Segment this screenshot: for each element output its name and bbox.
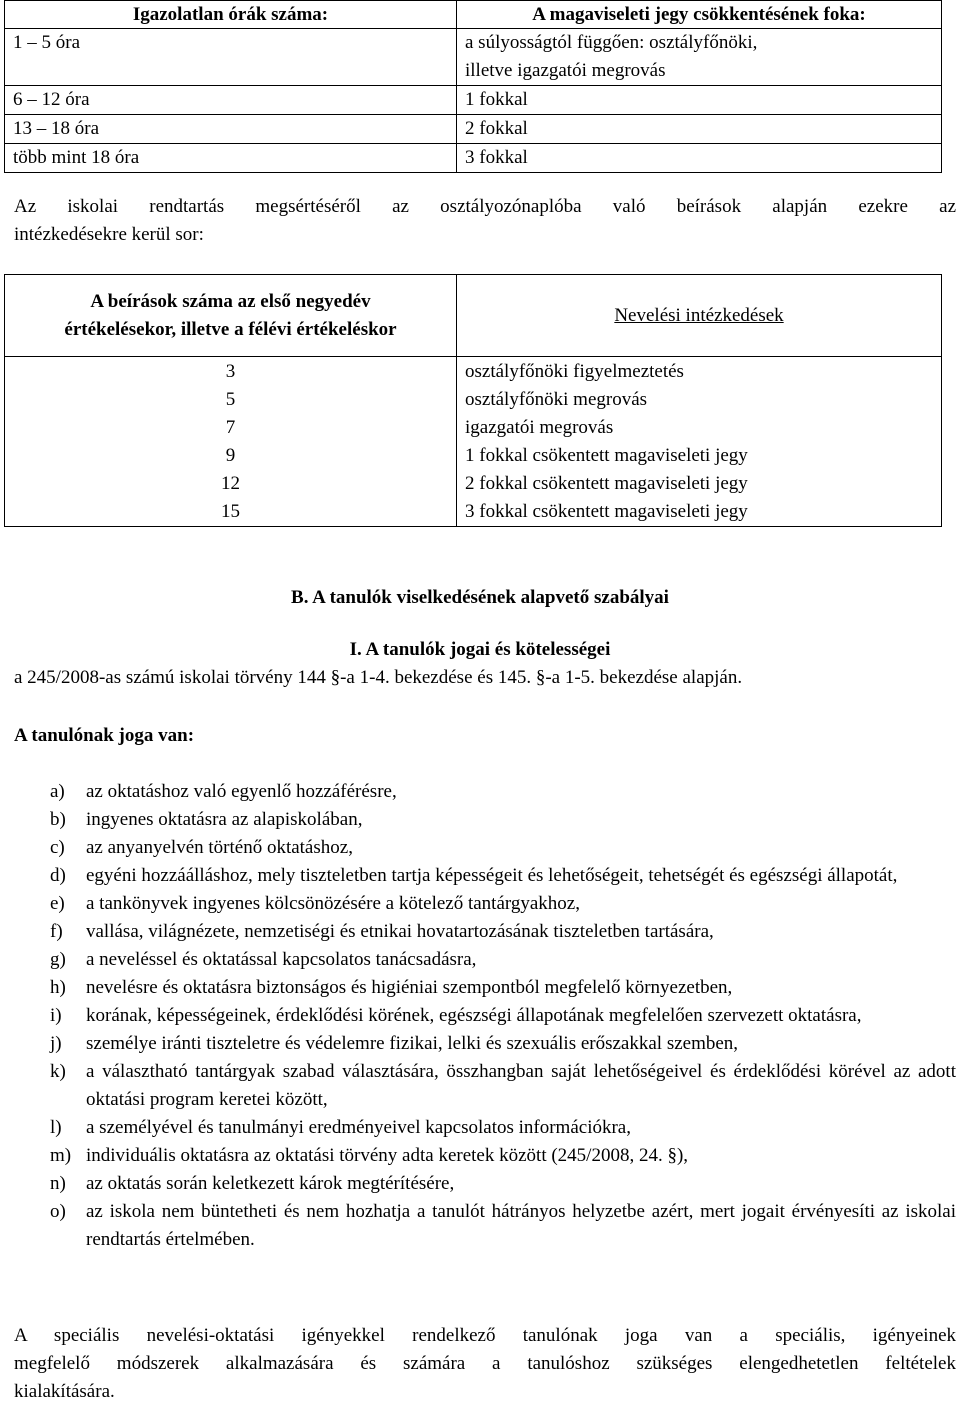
list-marker: d) (50, 865, 66, 886)
hours-cell: 6 – 12 óra (5, 86, 457, 115)
list-item-text: a neveléssel és oktatással kapcsolatos tanácsadásra, (86, 949, 477, 970)
list-item (14, 1002, 956, 1030)
hours-cell: több mint 18 óra (5, 144, 457, 173)
entry-count-cell: 5 (5, 386, 457, 414)
section-b-heading: B. A tanulók viselkedésének alapvető szabályai (291, 587, 669, 608)
section-i-heading: I. A tanulók jogai és kötelességei (349, 639, 611, 660)
disciplinary-measures-table (4, 274, 942, 527)
column-header-hours: Igazolatlan órák száma: (5, 1, 457, 29)
list-marker: n) (50, 1173, 66, 1194)
list-item (14, 806, 956, 834)
closing-paragraph (14, 1322, 956, 1406)
table-row (5, 144, 942, 173)
list-item (14, 1114, 956, 1142)
list-marker: o) (50, 1201, 66, 1222)
rights-list (14, 778, 956, 1254)
entry-count-cell: 15 (5, 498, 457, 527)
list-item-text: ingyenes oktatásra az alapiskolában, (86, 809, 363, 830)
list-item (14, 974, 956, 1002)
degree-cell: 1 fokkal (457, 86, 942, 115)
list-item-text: korának, képességeinek, érdeklődési körének, egészségi állapotának megfelelően szervezett oktatásra, (86, 1005, 862, 1026)
column-header-entries (5, 275, 457, 357)
intro-line: Az iskolai rendtartás megsértéséről az osztályozónaplóba való beírások alapján ezekre az (14, 196, 956, 217)
list-marker: i) (50, 1005, 62, 1026)
table-row (5, 29, 942, 86)
list-item-text: a személyével és tanulmányi eredményeivel kapcsolatos információkra, (86, 1117, 631, 1138)
list-item-text: személye iránti tiszteletre és védelemre fizikai, lelki és szexuális erőszakkal szemben, (86, 1033, 739, 1054)
degree-cell: 3 fokkal (457, 144, 942, 173)
table-header-row (5, 275, 942, 357)
list-marker: e) (50, 893, 65, 914)
measure-cell: osztályfőnöki figyelmeztetés (457, 358, 942, 386)
entry-count-cell: 7 (5, 414, 457, 442)
column-header-degree: A magaviseleti jegy csökkentésének foka: (457, 1, 942, 29)
list-marker: h) (50, 977, 66, 998)
measure-cell: osztályfőnöki megrovás (457, 386, 942, 414)
measure-cell: 2 fokkal csökentett magaviseleti jegy (457, 470, 942, 498)
list-item (14, 834, 956, 862)
entry-count-cell: 9 (5, 442, 457, 470)
measure-cell: 1 fokkal csökentett magaviseleti jegy (457, 442, 942, 470)
intro-line: intézkedésekre kerül sor: (14, 224, 204, 245)
hours-cell: 1 – 5 óra (5, 29, 457, 86)
list-marker: a) (50, 781, 65, 802)
list-item (14, 1170, 956, 1198)
table-row (5, 498, 942, 527)
measure-cell: igazgatói megrovás (457, 414, 942, 442)
closing-line: kialakítására. (14, 1381, 115, 1402)
degree-cell: 2 fokkal (457, 115, 942, 144)
list-item (14, 862, 956, 890)
list-marker: j) (50, 1033, 62, 1054)
hours-cell: 13 – 18 óra (5, 115, 457, 144)
list-item (14, 918, 956, 946)
rights-heading: A tanulónak joga van: (14, 725, 195, 746)
table-header-row (5, 1, 942, 29)
entry-count-cell: 12 (5, 470, 457, 498)
table-row (5, 115, 942, 144)
unexcused-hours-table (4, 0, 942, 173)
header-line: A beírások száma az első negyedév (90, 290, 371, 312)
table-row (5, 86, 942, 115)
table-row (5, 470, 942, 498)
list-marker: b) (50, 809, 66, 830)
table-row (5, 386, 942, 414)
list-item-text: egyéni hozzáálláshoz, mely tiszteletben tartja képességeit és lehetőségeit, tehetségét és egészségi állapotát, (86, 865, 898, 886)
list-item (14, 1058, 956, 1114)
measure-cell: 3 fokkal csökentett magaviseleti jegy (457, 498, 942, 527)
table-row (5, 414, 942, 442)
entry-count-cell: 3 (5, 358, 457, 386)
list-item-text: a tankönyvek ingyenes kölcsönözésére a kötelező tantárgyakhoz, (86, 893, 580, 914)
table-row (5, 358, 942, 386)
list-marker: c) (50, 837, 65, 858)
list-item-text: az oktatás során keletkezett károk megtérítésére, (86, 1173, 455, 1194)
list-item (14, 778, 956, 806)
degree-cell (457, 29, 942, 86)
degree-line: a súlyosságtól függően: osztályfőnöki, (465, 32, 758, 53)
list-item-text: az anyanyelvén történő oktatáshoz, (86, 837, 353, 858)
list-item (14, 1030, 956, 1058)
table-row (5, 442, 942, 470)
list-marker: g) (50, 949, 66, 970)
closing-line: A speciális nevelési-oktatási igényekkel rendelkező tanulónak joga van a speciális, igényeinek (14, 1325, 956, 1346)
list-marker: f) (50, 921, 63, 942)
closing-line: megfelelő módszerek alkalmazására és számára a tanulóshoz szükséges elengedhetetlen feltételek (14, 1353, 956, 1374)
list-item-text: az oktatáshoz való egyenlő hozzáférésre, (86, 781, 397, 802)
degree-line: illetve igazgatói megrovás (465, 60, 666, 81)
list-marker: k) (50, 1061, 66, 1082)
list-item-text: az iskola nem büntetheti és nem hozhatja a tanulót hátrányos helyzetbe azért, mert jogait érvényesíti az iskolai rendtartás értelmében. (86, 1201, 956, 1250)
list-item (14, 1142, 956, 1170)
list-marker: m) (50, 1145, 72, 1166)
column-header-measures: Nevelési intézkedések (457, 275, 942, 357)
list-item (14, 890, 956, 918)
list-item-text: nevelésre és oktatásra biztonságos és higiéniai szempontból megfelelő környezetben, (86, 977, 733, 998)
list-item-text: vallása, világnézete, nemzetiségi és etnikai hovatartozásának tiszteletben tartására, (86, 921, 714, 942)
header-line: értékelésekor, illetve a félévi értékeléskor (64, 318, 397, 340)
list-item-text: a választható tantárgyak szabad választására, összhangban saját lehetőségeivel és érdeklődési körével az adott oktatási program keretei között, (86, 1061, 956, 1110)
list-item (14, 1198, 956, 1254)
list-item (14, 946, 956, 974)
list-marker: l) (50, 1117, 62, 1138)
list-item-text: individuális oktatásra az oktatási törvény adta keretek között (245/2008, 24. §), (86, 1145, 689, 1166)
intro-paragraph (14, 193, 956, 249)
law-reference: a 245/2008-as számú iskolai törvény 144 §-a 1-4. bekezdése és 145. §-a 1-5. bekezdése alapján. (14, 667, 743, 688)
